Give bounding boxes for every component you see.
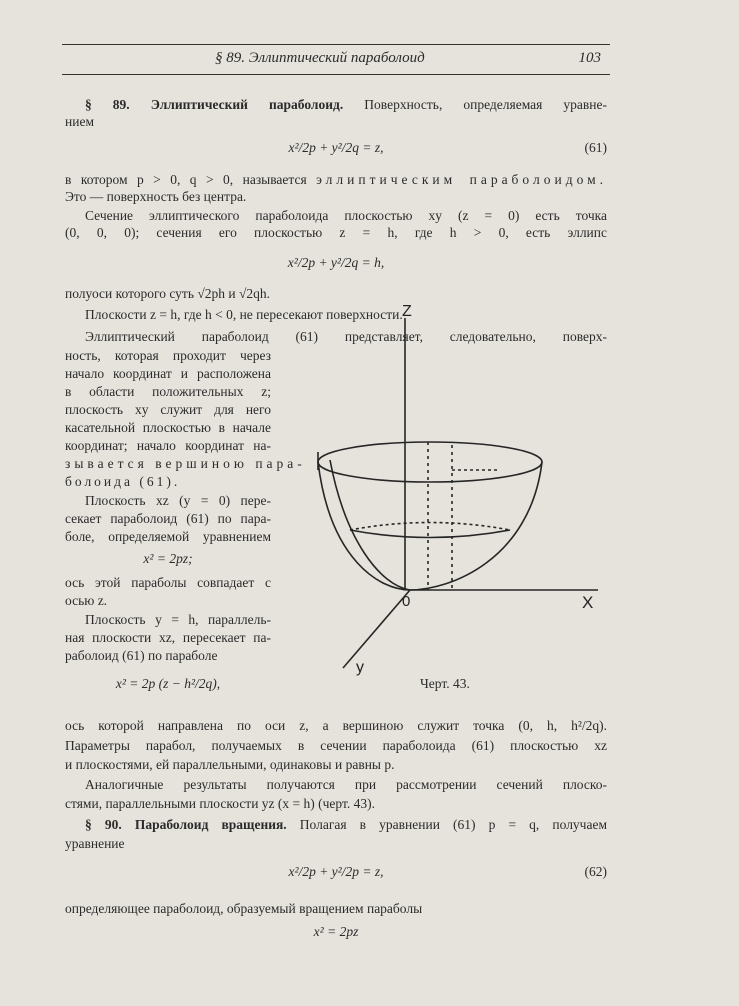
text-line: раболоид (61) по параболе [65, 648, 218, 663]
emphasis: эллиптическим параболоидом. [316, 172, 607, 187]
equation-61: x²/2p + y²/2q = z, [288, 140, 384, 155]
text-line: Плоскость y = h, параллель- [85, 612, 271, 627]
text-line: касательной плоскостью в начале [65, 420, 271, 435]
text-line: Плоскость xz (y = 0) пере- [85, 493, 271, 508]
text-line: Сечение эллиптического параболоида плоскостью xy (z = 0) есть точка [85, 208, 607, 223]
text-line: осью z. [65, 593, 108, 608]
text-line: начало координат и расположена [65, 366, 271, 381]
text-line: Эллиптический параболоид (61) представляет, следовательно, поверх- [85, 329, 607, 344]
text-line: определяющее параболоид, образуемый вращением параболы [65, 901, 423, 916]
text-line: плоскость xy служит для него [65, 402, 271, 417]
text-line: Плоскости z = h, где h < 0, не пересекают поверхности. [85, 307, 403, 322]
label-y: y [356, 659, 364, 676]
mid-ellipse-front [350, 530, 510, 538]
text-line: ось этой параболы совпадает с [65, 575, 271, 590]
text-line: Параметры парабол, получаемых в сечении параболоида (61) плоскостью xz [65, 738, 607, 753]
equation-parabola: x² = 2pz [313, 924, 359, 939]
text-line: (0, 0, 0); сечения его плоскостью z = h, где h > 0, есть эллипс [65, 225, 607, 240]
text: в котором p > 0, q > 0, называется [65, 172, 307, 187]
text-line: Это — поверхность без центра. [65, 189, 247, 204]
text-line: болоида (61). [65, 474, 181, 489]
text-line: нием [65, 114, 94, 129]
equation-number: (62) [584, 864, 607, 879]
text: Поверхность, определяемая уравне- [364, 97, 607, 112]
text: Полагая в уравнении (61) p = q, получаем [299, 817, 608, 832]
text-line: Аналогичные результаты получаются при рассмотрении сечений плоско- [85, 777, 607, 792]
equation-62: x²/2p + y²/2p = z, [288, 864, 384, 879]
text-line: ная плоскости xz, пересекает па- [65, 630, 271, 645]
text-line: зывается вершиною пара- [65, 456, 306, 471]
mid-ellipse-back [350, 523, 510, 531]
header-title: § 89. Эллиптический параболоид [215, 50, 425, 66]
top-ellipse [318, 442, 542, 482]
label-x: X [582, 593, 594, 612]
equation-xz: x² = 2pz; [143, 551, 193, 566]
text-line [65, 817, 607, 833]
equation-yh: x² = 2p (z − h²/2q), [115, 676, 221, 691]
text-line: координат; начало координат на- [65, 438, 271, 453]
text-line: ось которой направлена по оси z, а вершиною служит точка (0, h, h²/2q). [65, 718, 607, 733]
text-line: в области положительных z; [65, 384, 271, 399]
section-heading: § 90. Параболоид вращения. [85, 817, 287, 832]
text-line: боле, определяемой уравнением [65, 529, 271, 544]
section-heading: § 89. Эллиптический параболоид. [85, 97, 344, 112]
equation-ellipse: x²/2p + y²/2q = h, [287, 255, 385, 270]
equation-number: (61) [584, 140, 607, 155]
text-line: секает параболоид (61) по пара- [65, 511, 271, 526]
text-line: ность, которая проходит через [65, 348, 271, 363]
text-line: и плоскостями, ей параллельными, одинаковы и равны p. [65, 757, 395, 772]
label-origin: 0 [402, 593, 411, 610]
text-line: уравнение [65, 836, 125, 851]
text-line: полуоси которого суть √2ph и √2qh. [65, 286, 271, 301]
figure-caption: Черт. 43. [420, 676, 470, 691]
page-number: 103 [578, 50, 601, 66]
text-line: стями, параллельными плоскости yz (x = h) (черт. 43). [65, 796, 376, 811]
label-z: Z [402, 303, 412, 320]
y-axis [343, 590, 410, 668]
